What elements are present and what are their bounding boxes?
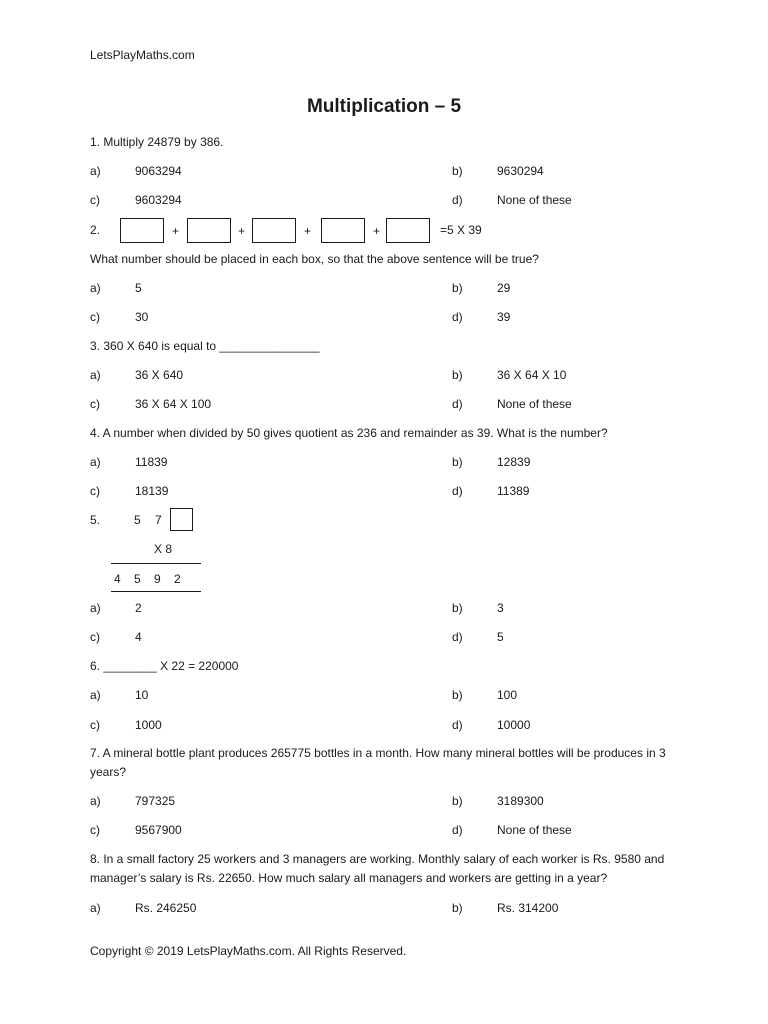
q7-option-a-value: 797325 xyxy=(135,794,176,808)
q3-option-b-letter: b) xyxy=(452,368,463,382)
answer-box-4 xyxy=(321,218,365,243)
product-digit-2: 5 xyxy=(134,572,141,586)
question-3-text: 3. 360 X 640 is equal to _______________ xyxy=(90,339,320,353)
q6-option-a-value: 10 xyxy=(135,688,149,702)
q1-option-c-value: 9603294 xyxy=(135,193,182,207)
answer-box-1 xyxy=(120,218,164,243)
q5-option-a-value: 2 xyxy=(135,601,142,615)
q4-option-b-value: 12839 xyxy=(497,455,531,469)
plus-sign: + xyxy=(238,224,246,238)
q4-option-c-value: 18139 xyxy=(135,484,169,498)
question-8-text: 8. In a small factory 25 workers and 3 managers are working. Monthly salary of each worker is Rs. 9580 and manager’s salary is Rs. 22650. How much salary all managers and workers are getting in a year? xyxy=(90,852,665,885)
multiplicand-digit-1: 5 xyxy=(134,513,141,527)
q8-option-b-value: Rs. 314200 xyxy=(497,901,559,915)
q1-option-b-letter: b) xyxy=(452,164,463,178)
question-2-number: 2. xyxy=(90,223,101,237)
q7-option-d-value: None of these xyxy=(497,823,572,837)
question-4-text: 4. A number when divided by 50 gives quotient as 236 and remainder as 39. What is the number? xyxy=(90,426,608,440)
q3-option-c-value: 36 X 64 X 100 xyxy=(135,397,212,411)
q1-option-b-value: 9630294 xyxy=(497,164,544,178)
page-title: Multiplication – 5 xyxy=(306,96,462,117)
multiplier: X 8 xyxy=(154,542,173,556)
q5-option-a-letter: a) xyxy=(90,601,101,615)
q2-option-d-letter: d) xyxy=(452,310,463,324)
q3-option-d-letter: d) xyxy=(452,397,463,411)
product-digit-3: 9 xyxy=(154,572,161,586)
plus-sign: + xyxy=(304,224,312,238)
q2-option-a-value: 5 xyxy=(135,281,142,295)
q5-option-c-value: 4 xyxy=(135,630,142,644)
q6-option-d-letter: d) xyxy=(452,718,463,732)
q6-option-a-letter: a) xyxy=(90,688,101,702)
question-7-text: 7. A mineral bottle plant produces 265775 bottles in a month. How many mineral bottles will be produces in 3 years? xyxy=(90,746,666,779)
q8-option-a-value: Rs. 246250 xyxy=(135,901,197,915)
q6-option-d-value: 10000 xyxy=(497,718,531,732)
q1-option-a-letter: a) xyxy=(90,164,101,178)
multiplicand-digit-2: 7 xyxy=(155,513,162,527)
q2-option-c-value: 30 xyxy=(135,310,149,324)
question-2-text: What number should be placed in each box, so that the above sentence will be true? xyxy=(90,252,539,266)
q1-option-d-letter: d) xyxy=(452,193,463,207)
answer-box-3 xyxy=(252,218,296,243)
question-6-text: 6. ________ X 22 = 220000 xyxy=(90,659,239,673)
product-digit-4: 2 xyxy=(174,572,181,586)
q4-option-c-letter: c) xyxy=(90,484,100,498)
q1-option-c-letter: c) xyxy=(90,193,100,207)
q7-option-b-letter: b) xyxy=(452,794,463,808)
question-5-number: 5. xyxy=(90,513,101,527)
q3-option-a-value: 36 X 640 xyxy=(135,368,184,382)
q3-option-c-letter: c) xyxy=(90,397,100,411)
q7-option-a-letter: a) xyxy=(90,794,101,808)
q4-option-a-value: 11839 xyxy=(135,455,168,469)
q7-option-c-letter: c) xyxy=(90,823,100,837)
q1-option-d-value: None of these xyxy=(497,193,572,207)
q5-option-c-letter: c) xyxy=(90,630,100,644)
q6-option-c-value: 1000 xyxy=(135,718,162,732)
plus-sign: + xyxy=(172,224,180,238)
q6-option-c-letter: c) xyxy=(90,718,100,732)
product-digit-1: 4 xyxy=(114,572,121,586)
q3-option-d-value: None of these xyxy=(497,397,572,411)
q5-option-b-value: 3 xyxy=(497,601,504,615)
q3-option-b-value: 36 X 64 X 10 xyxy=(497,368,567,382)
site-name: LetsPlayMaths.com xyxy=(90,48,195,62)
q5-option-d-letter: d) xyxy=(452,630,463,644)
q4-option-a-letter: a) xyxy=(90,455,101,469)
q3-option-a-letter: a) xyxy=(90,368,101,382)
q7-option-d-letter: d) xyxy=(452,823,463,837)
result-line xyxy=(111,591,201,592)
q8-option-b-letter: b) xyxy=(452,901,463,915)
copyright-notice: Copyright © 2019 LetsPlayMaths.com. All Rights Reserved. xyxy=(90,944,407,958)
q5-option-b-letter: b) xyxy=(452,601,463,615)
q7-option-b-value: 3189300 xyxy=(497,794,544,808)
q4-option-b-letter: b) xyxy=(452,455,463,469)
q7-option-c-value: 9567900 xyxy=(135,823,182,837)
q2-option-d-value: 39 xyxy=(497,310,511,324)
q2-option-b-value: 29 xyxy=(497,281,511,295)
q5-option-d-value: 5 xyxy=(497,630,504,644)
q6-option-b-value: 100 xyxy=(497,688,518,702)
multiplication-line xyxy=(111,563,201,564)
q4-option-d-letter: d) xyxy=(452,484,463,498)
question-1-text: 1. Multiply 24879 by 386. xyxy=(90,135,224,149)
answer-box-2 xyxy=(187,218,231,243)
plus-sign: + xyxy=(373,224,381,238)
q8-option-a-letter: a) xyxy=(90,901,101,915)
q4-option-d-value: 11389 xyxy=(497,484,530,498)
q2-option-b-letter: b) xyxy=(452,281,463,295)
equation-result: =5 X 39 xyxy=(440,223,482,237)
missing-digit-box xyxy=(170,508,193,531)
q2-option-a-letter: a) xyxy=(90,281,101,295)
q2-option-c-letter: c) xyxy=(90,310,100,324)
q1-option-a-value: 9063294 xyxy=(135,164,182,178)
answer-box-5 xyxy=(386,218,430,243)
q6-option-b-letter: b) xyxy=(452,688,463,702)
